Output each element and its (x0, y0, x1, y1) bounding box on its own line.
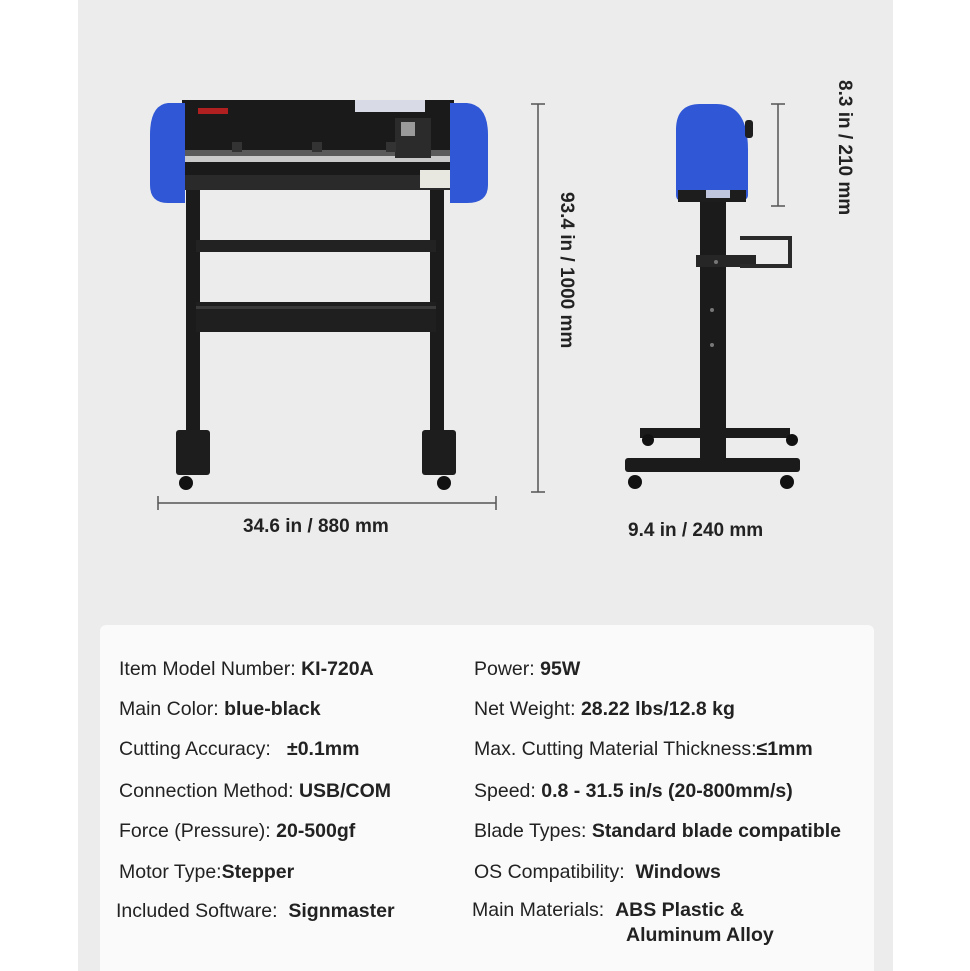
spec-row: Blade Types: Standard blade compatible (474, 820, 842, 842)
spec-row: Main Materials: ABS Plastic & (472, 899, 745, 921)
spec-row: Cutting Accuracy: ±0.1mm (119, 738, 360, 760)
spec-row: Item Model Number: KI-720A (119, 658, 374, 680)
width-dimension-label: 34.6 in / 880 mm (243, 516, 389, 537)
height-dimension-label: 93.4 in / 1000 mm (556, 192, 577, 349)
spec-row: OS Compatibility: Windows (474, 861, 721, 883)
spec-row: Max. Cutting Material Thickness:≤1mm (474, 738, 813, 760)
spec-row: Motor Type:Stepper (119, 861, 295, 883)
spec-row: Speed: 0.8 - 31.5 in/s (20-800mm/s) (474, 780, 793, 802)
cutter-front-view (150, 100, 488, 490)
cutter-side-view (625, 104, 800, 489)
spec-row: Net Weight: 28.22 lbs/12.8 kg (474, 698, 735, 720)
depth-dimension-label: 9.4 in / 240 mm (628, 520, 764, 541)
spec-row: Force (Pressure): 20-500gf (119, 820, 356, 842)
spec-row: Included Software: Signmaster (116, 900, 395, 922)
spec-row: Connection Method: USB/COM (119, 780, 392, 802)
spec-row: Power: 95W (474, 658, 581, 680)
head-height-dimension-label: 8.3 in / 210 mm (834, 80, 855, 216)
spec-row-continued: Aluminum Alloy (626, 924, 774, 946)
spec-row: Main Color: blue-black (119, 698, 321, 720)
